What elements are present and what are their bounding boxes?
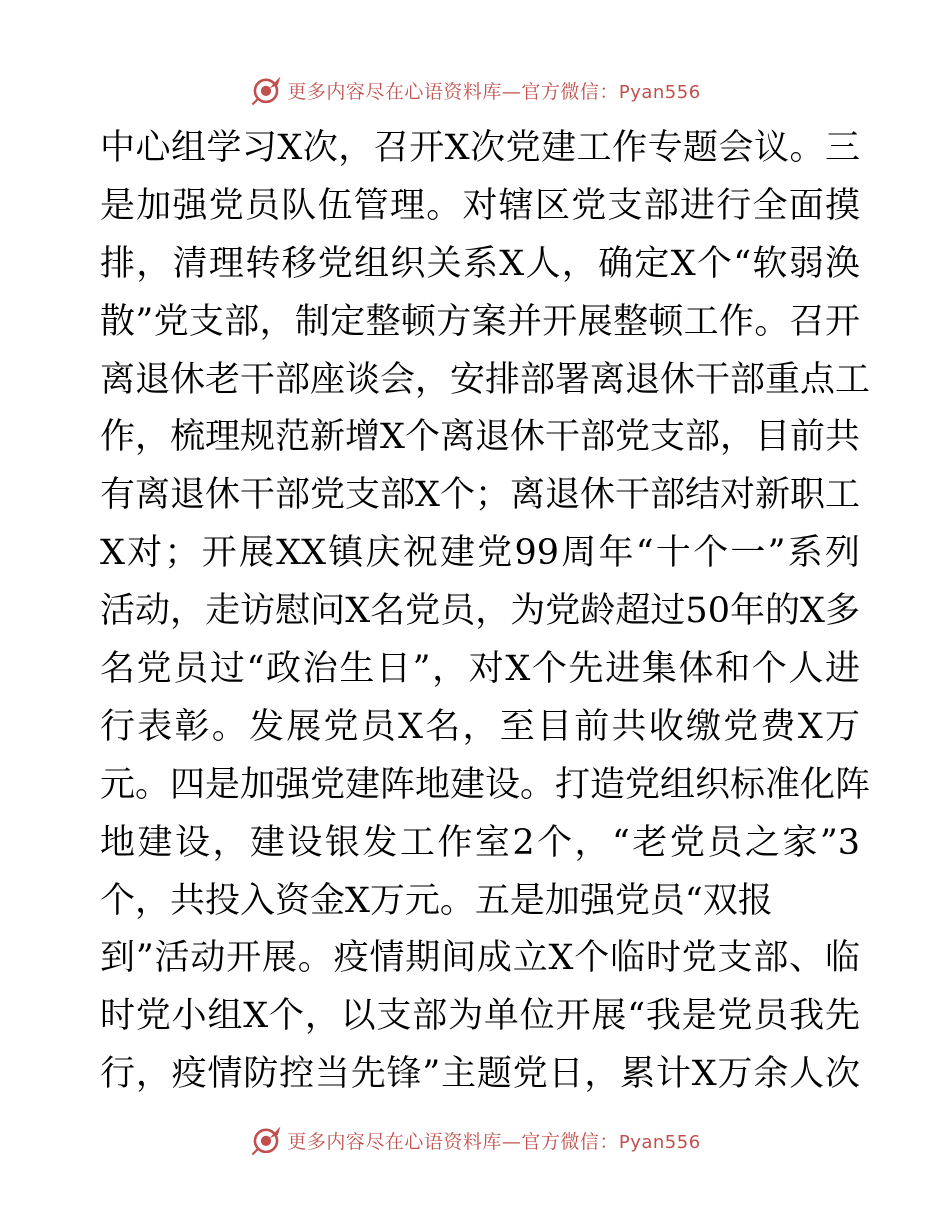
footer-banner-handle: Pyan556 bbox=[618, 1131, 701, 1153]
paragraph-line: 行，疫情防控当先锋”主题党日，累计X万余人次 bbox=[100, 1054, 860, 1095]
paragraph-line: 行表彰。发展党员X名，至目前共收缴党费X万 bbox=[100, 706, 860, 747]
quill-seal-logo-icon bbox=[249, 73, 283, 107]
footer-watermark-banner bbox=[0, 1120, 950, 1160]
footer-banner-text: 更多内容尽在心语资料库—官方微信： bbox=[287, 1130, 619, 1153]
header-banner-handle: Pyan556 bbox=[618, 81, 701, 103]
paragraph-line: 元。四是加强党建阵地建设。打造党组织标准化阵 bbox=[100, 764, 871, 805]
paragraph-line: 离退休老干部座谈会，安排部署离退休干部重点工 bbox=[100, 359, 871, 400]
paragraph-line: 时党小组X个，以支部为单位开展“我是党员我先 bbox=[100, 996, 860, 1037]
paragraph-line: 地建设，建设银发工作室2个，“老党员之家”3 bbox=[100, 822, 860, 863]
paragraph-line: 中心组学习X次，召开X次党建工作专题会议。三 bbox=[100, 128, 860, 168]
paragraph-line: X对；开展XX镇庆祝建党99周年“十个一”系列 bbox=[100, 533, 860, 574]
paragraph-line: 是加强党员队伍管理。对辖区党支部进行全面摸 bbox=[100, 185, 860, 226]
header-watermark-banner bbox=[0, 70, 950, 110]
body-paragraph bbox=[100, 120, 871, 1104]
paragraph-line: 作，梳理规范新增X个离退休干部党支部，目前共 bbox=[100, 417, 860, 458]
header-banner-text: 更多内容尽在心语资料库—官方微信： bbox=[287, 80, 619, 103]
paragraph-line: 个，共投入资金X万元。五是加强党员“双报 bbox=[100, 880, 773, 921]
paragraph-line: 排，清理转移党组织关系X人，确定X个“软弱涣 bbox=[100, 243, 860, 284]
paragraph-line: 活动，走访慰问X名党员，为党龄超过50年的X多 bbox=[100, 591, 860, 632]
paragraph-line: 到”活动开展。疫情期间成立X个临时党支部、临 bbox=[100, 938, 860, 979]
paragraph-line: 名党员过“政治生日”，对X个先进集体和个人进 bbox=[100, 649, 860, 690]
quill-seal-logo-icon bbox=[249, 1123, 283, 1157]
paragraph-line: 有离退休干部党支部X个；离退休干部结对新职工 bbox=[100, 475, 860, 516]
paragraph-line: 散”党支部，制定整顿方案并开展整顿工作。召开 bbox=[100, 301, 860, 342]
